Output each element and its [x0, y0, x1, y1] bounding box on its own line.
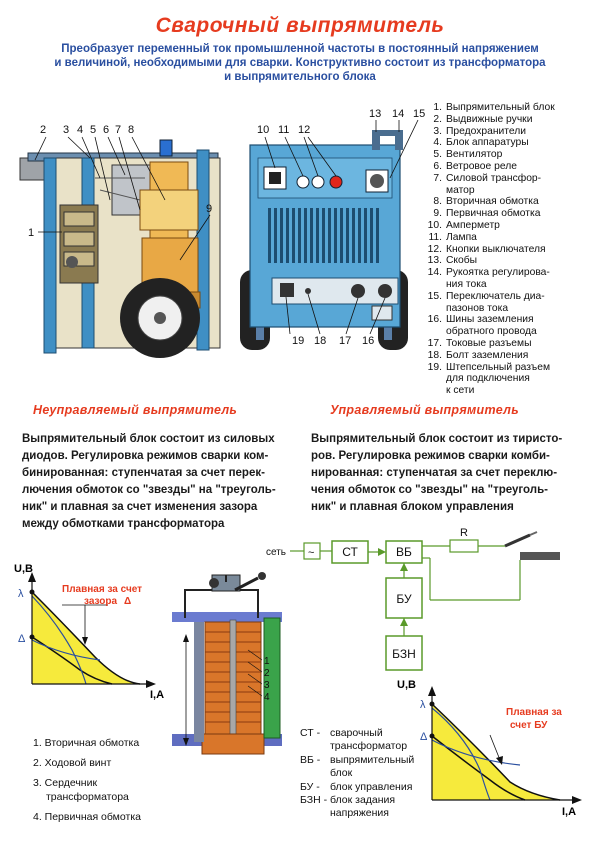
subtitle-line: Преобразует переменный ток промышленной частоты в постоянный напряжением: [61, 43, 539, 55]
callout-number: 4: [77, 124, 84, 136]
legend-item: для подключения: [446, 373, 530, 385]
abbreviation-item: СТ - сварочный: [300, 727, 383, 739]
legend-item: 14. Рукоятка регулирова-: [427, 267, 550, 279]
transformer-callout: 2: [264, 668, 270, 679]
transformer-callout: 3: [264, 680, 270, 691]
ac-symbol: ~: [308, 547, 315, 559]
abbreviation-item: напряжения: [330, 807, 389, 820]
legend-item: 6. Ветровое реле: [433, 160, 517, 172]
legend-item: 5. Вентилятор: [433, 149, 503, 161]
callout-number: 1: [28, 227, 35, 239]
transformer-parts-list: [33, 736, 141, 824]
section-title-uncontrolled: Неуправляемый выпрямитель: [33, 403, 238, 417]
legend-item: 18. Болт заземления: [427, 349, 529, 361]
transformer-callout: 1: [264, 656, 270, 667]
desc-line: между обмотками трансформатора: [22, 518, 225, 530]
desc-line: лючения обмоток со "звезды" на "треуголь-: [22, 484, 276, 496]
legend-item: к сети: [446, 385, 475, 397]
block-bzn-label: БЗН: [392, 647, 416, 661]
graph-left-star-label: λ: [18, 588, 24, 600]
legend-item: 13. Скобы: [427, 255, 478, 267]
callout-number: 10: [257, 124, 270, 136]
transformer-illustration: [172, 572, 282, 754]
callout-number: 18: [314, 335, 327, 347]
resistor-label: R: [460, 527, 468, 539]
legend-item: 2. Выдвижные ручки: [433, 113, 533, 125]
callout-number: 16: [362, 335, 375, 347]
callout-number: 11: [278, 124, 290, 136]
graph-right: [397, 679, 582, 818]
block-st-label: СТ: [342, 545, 358, 559]
block-bu-label: БУ: [396, 592, 412, 606]
callout-number: 3: [63, 124, 70, 136]
list-item: 1. Вторичная обмотка: [33, 737, 140, 749]
legend-item: 9. Первичная обмотка: [433, 208, 541, 220]
graph-right-star-label: λ: [420, 699, 426, 711]
list-item: трансформатора: [46, 791, 129, 803]
graph-right-area: [432, 704, 560, 800]
legend-item: 7. Силовой трансфор-: [433, 172, 542, 184]
legend-item: ния тока: [446, 278, 487, 290]
desc-line: ров. Регулировка режимов сварки комби-: [311, 450, 550, 462]
abbreviation-item: БЗН - блок задания: [300, 794, 396, 807]
legend-item: 4. Блок аппаратуры: [433, 137, 529, 149]
transformer-callout: 4: [264, 692, 270, 703]
legend-item: пазонов тока: [446, 302, 509, 314]
desc-line: ник" и плавная за счет изменения зазора: [22, 501, 258, 513]
subtitle-line: и величиной, необходимыми для сварки. Конструктивно состоит из трансформатора: [54, 57, 546, 69]
graph-right-annotation-1: Плавная за: [506, 707, 562, 718]
resistor-r: [450, 540, 478, 552]
abbreviation-list: [300, 727, 414, 821]
legend-item: 11. Лампа: [428, 231, 477, 243]
subtitle-line: и выпрямительного блока: [224, 71, 376, 83]
abbreviation-item: трансформатор: [330, 740, 408, 753]
graph-right-xlabel: I,A: [562, 806, 577, 818]
callout-number: 14: [392, 108, 405, 120]
desc-line: нированная: ступенчатая за счет переклю-: [311, 467, 558, 479]
callout-number: 7: [115, 124, 122, 136]
desc-line: Выпрямительный блок состоит из силовых: [22, 433, 275, 445]
desc-line: Выпрямительный блок состоит из тиристо-: [311, 433, 563, 445]
legend-item: 8. Вторичная обмотка: [433, 196, 539, 208]
block-vb-label: ВБ: [396, 545, 412, 559]
legend-item: 12. Кнопки выключателя: [427, 243, 546, 255]
callout-number: 2: [40, 124, 47, 136]
control-block-diagram: [266, 527, 560, 670]
desc-line: чения обмоток со "звезды" на "треуголь-: [311, 484, 548, 496]
abbreviation-item: блок: [330, 767, 353, 780]
list-item: 2. Ходовой винт: [33, 757, 112, 769]
list-item: 3. Сердечник: [33, 777, 98, 789]
graph-left-delta-label: Δ: [18, 633, 26, 645]
legend-item: 15. Переключатель диа-: [427, 290, 545, 302]
graph-right-delta-label: Δ: [420, 731, 428, 743]
callout-number: 17: [339, 335, 352, 347]
legend-item: 17. Токовые разъемы: [427, 337, 532, 349]
network-label: сеть: [266, 547, 287, 558]
controlled-description: [311, 431, 593, 516]
callout-number: 9: [206, 203, 213, 215]
graph-left-x-arrow: [146, 680, 156, 688]
parts-legend: [425, 102, 597, 397]
graph-left-xlabel: I,A: [150, 689, 165, 701]
graph-left: [14, 563, 164, 701]
rectifier-front-view: [240, 130, 408, 350]
legend-item: 16. Шины заземления: [427, 314, 534, 326]
callout-number: 15: [413, 108, 426, 120]
legend-item: 19. Штепсельный разъем: [427, 361, 551, 373]
graph-left-ylabel: U,В: [14, 563, 33, 575]
list-item: 4. Первичная обмотка: [33, 811, 141, 823]
page-title: Сварочный выпрямитель: [155, 14, 445, 37]
graph-right-x-arrow: [572, 796, 582, 804]
callout-number: 6: [103, 124, 110, 136]
legend-item: матор: [446, 184, 475, 196]
callout-number: 5: [90, 124, 97, 136]
section-title-controlled: Управляемый выпрямитель: [330, 403, 519, 417]
graph-right-annotation-2: счет БУ: [510, 720, 548, 731]
desc-line: бинированная: ступенчатая за счет перек-: [22, 467, 265, 479]
legend-item: 10. Амперметр: [427, 219, 500, 231]
legend-item: обратного провода: [446, 326, 537, 338]
abbreviation-item: БУ - блок управления: [300, 780, 413, 793]
abbreviation-item: ВБ - выпрямительный: [300, 753, 415, 766]
rectifier-side-view: [20, 140, 220, 358]
legend-item: 3. Предохранители: [433, 125, 527, 137]
graph-left-annotation-1: Плавная за счет: [62, 584, 143, 595]
callout-number: 19: [292, 335, 305, 347]
desc-line: ник" и плавная блоком управления: [311, 501, 514, 513]
graph-right-y-arrow: [428, 686, 436, 696]
callout-number: 13: [369, 108, 382, 120]
graph-right-ylabel: U,В: [397, 679, 416, 691]
desc-line: диодов. Регулировка режимов сварки ком-: [22, 450, 269, 462]
callout-number: 8: [128, 124, 135, 136]
uncontrolled-description: [22, 431, 307, 533]
graph-left-annotation-2: зазора: [84, 596, 118, 607]
callout-number: 12: [298, 124, 311, 136]
graph-left-annotation-symbol: Δ: [124, 596, 132, 607]
legend-item: 1. Выпрямительный блок: [433, 102, 555, 113]
